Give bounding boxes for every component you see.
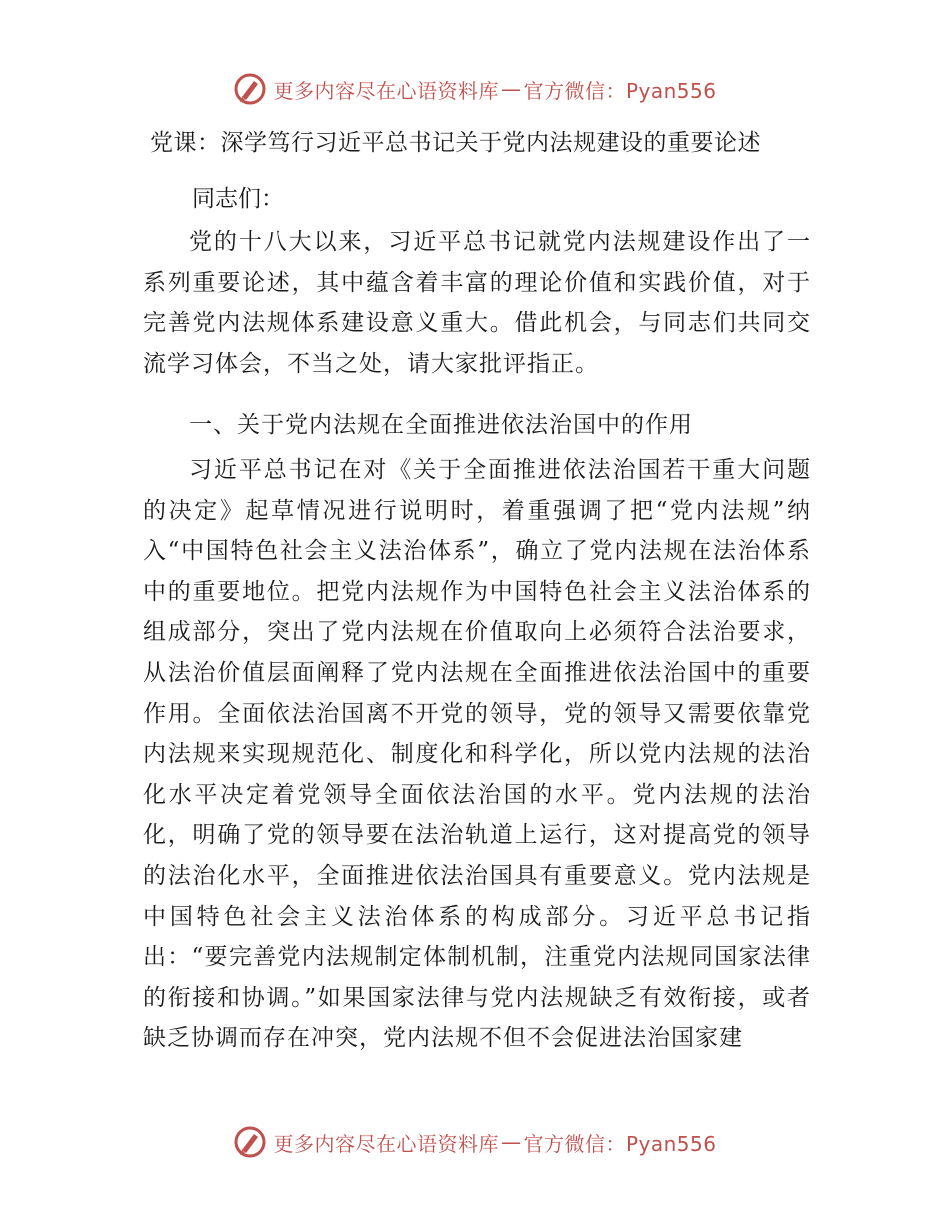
pen-circle-logo-icon [233, 1125, 267, 1159]
banner-contact: 官方微信：Pyan556 [523, 78, 717, 103]
section-heading [143, 405, 811, 446]
banner-text: 更多内容尽在心语资料库 [273, 78, 499, 103]
paragraph-text: 党的十八大以来，习近平总书记就党内法规建设作出了一系列重要论述，其中蕴含着丰富的理论价值和实践价值，对于完善党内法规体系建设意义重大。借此机会，与同志们共同交流学习体会，不当之处，请大家批评指正。 [143, 229, 811, 377]
banner-contact: 官方微信：Pyan556 [523, 1131, 717, 1156]
document-title: 党课：深学笃行习近平总书记关于党内法规建设的重要论述 [150, 130, 761, 156]
greeting: 同志们： [192, 186, 284, 212]
banner-separator: — [500, 77, 522, 101]
pen-circle-logo-icon [233, 72, 267, 106]
header-watermark [0, 72, 950, 106]
banner-separator: — [500, 1130, 522, 1154]
heading-text: 一、关于党内法规在全面推进依法治国中的作用 [189, 412, 693, 438]
footer-watermark [0, 1125, 950, 1159]
paragraph-text: 习近平总书记在对《关于全面推进依法治国若干重大问题的决定》起草情况进行说明时，着重强调了把“党内法规”纳入“中国特色社会主义法治体系”，确立了党内法规在法治体系中的重要地位。把党内法规作为中国特色社会主义法治体系的组成部分，突出了党内法规在价值取向上必须符合法治要求，从法治价值层面阐释了党内法规在全面推进依法治国中的重要作用。全面依法治国离不开党的领导，党的领导又需要依靠党内法规来实现规范化、制度化和科学化，所以党内法规的法治化水平决定着党领导全面依法治国的水平。党内法规的法治化，明确了党的领导要在法治轨道上运行，这对提高党的领导的法治化水平，全面推进依法治国具有重要意义。党内法规是中国特色社会主义法治体系的构成部分。习近平总书记指出：“要完善党内法规制定体制机制，注重党内法规同国家法律的衔接和协调。”如果国家法律与党内法规缺乏有效衔接，或者缺乏协调而存在冲突，党内法规不但不会促进法治国家建 [143, 457, 811, 1052]
paragraph-intro [143, 222, 811, 384]
paragraph-body [143, 450, 811, 1059]
banner-text: 更多内容尽在心语资料库 [273, 1131, 499, 1156]
